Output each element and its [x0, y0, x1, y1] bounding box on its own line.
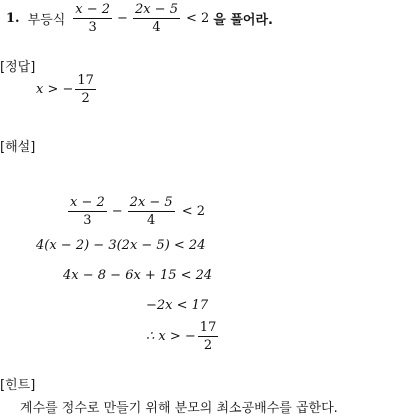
conclusion-prefix: ∴ x > − [146, 329, 196, 344]
answer-fraction [75, 73, 96, 106]
fraction-denominator: 4 [152, 20, 161, 35]
problem-lead: 부등식 [27, 13, 66, 28]
step1-fraction-2 [128, 195, 175, 228]
fraction-denominator: 3 [88, 20, 97, 35]
fraction-numerator: x − 2 [70, 195, 105, 210]
solution-step-2: 4(x − 2) − 3(2x − 5) < 24 [36, 238, 206, 253]
problem-number: 1. [6, 11, 20, 26]
answer-lhs: x > − [36, 82, 74, 97]
fraction-denominator: 2 [203, 338, 213, 353]
problem-fraction-2 [133, 2, 180, 35]
step1-fraction-1 [68, 195, 107, 228]
step1-relation: < 2 [181, 204, 205, 219]
solution-step-5 [146, 320, 220, 353]
solution-step-3: 4x − 8 − 6x + 15 < 24 [63, 268, 213, 283]
fraction-numerator: x − 2 [75, 2, 111, 17]
fraction-numerator: 17 [77, 73, 94, 88]
fraction-numerator: 2x − 5 [129, 195, 173, 210]
fraction-numerator: 17 [199, 320, 217, 335]
fraction-denominator: 2 [81, 91, 90, 106]
answer-label: [정답] [0, 60, 36, 75]
problem-statement [6, 2, 273, 35]
solution-step-1 [66, 195, 205, 228]
minus-sign: − [111, 204, 123, 219]
minus-sign: − [117, 11, 128, 26]
hint-text: 계수를 정수로 만들기 위해 분모의 최소공배수를 곱한다. [20, 401, 338, 416]
problem-instruction: 을 풀어라. [213, 13, 273, 28]
inequality-relation: < 2 [185, 11, 210, 26]
hint-label: [힌트] [0, 378, 36, 393]
fraction-numerator: 2x − 5 [134, 2, 178, 17]
conclusion-fraction [198, 320, 219, 353]
solution-label: [해설] [0, 140, 36, 155]
problem-fraction-1 [73, 2, 112, 35]
fraction-denominator: 3 [83, 213, 92, 228]
fraction-denominator: 4 [147, 213, 156, 228]
answer-expression [36, 73, 98, 106]
solution-step-4: −2x < 17 [146, 298, 209, 313]
